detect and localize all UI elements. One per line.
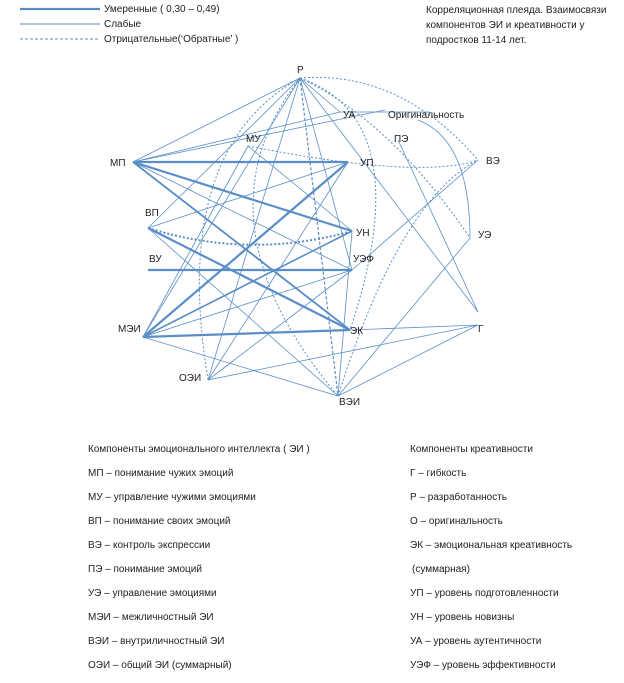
ei-item: ПЭ – понимание эмоций [88, 564, 202, 575]
creativity-item: О – оригинальность [410, 516, 503, 527]
legend-strong-label: Умеренные ( 0,30 – 0,49) [104, 4, 220, 15]
ei-item: УЭ – управление эмоциями [88, 588, 217, 599]
edge-negative [253, 78, 338, 396]
node-ek: ЭК [350, 326, 364, 337]
edge-strong [143, 330, 350, 337]
edge-negative [300, 78, 470, 238]
node-vu: ВУ [149, 254, 162, 265]
diagram-title: Корреляционная плеяда. Взаимосвязи компонентов ЭИ и креативности у подростков 11-14 лет. [426, 5, 607, 46]
edge-negative [300, 78, 376, 330]
creativity-item: (суммарная) [412, 564, 470, 575]
node-mei: МЭИ [118, 324, 141, 335]
edge-weak [208, 270, 352, 380]
node-mp: МП [110, 158, 126, 169]
node-pe: ПЭ [394, 134, 409, 145]
creativity-components-list [410, 443, 572, 683]
ei-components-heading: Компоненты эмоционального интеллекта ( ЭИ ) [88, 444, 310, 455]
node-r: Р [297, 65, 304, 76]
creativity-item: УЭФ – уровень эффективности [410, 660, 556, 671]
node-ve: ВЭ [486, 156, 500, 167]
edges [133, 77, 478, 396]
ei-components-list [88, 443, 310, 683]
edge-weak [143, 337, 338, 396]
node-g: Г [478, 324, 484, 335]
node-oei: ОЭИ [179, 373, 202, 384]
creativity-item: УП – уровень подготовленности [410, 588, 559, 599]
node-up: УП [360, 158, 374, 169]
ei-item: МЭИ – межличностный ЭИ [88, 612, 214, 623]
edge-weak [248, 146, 352, 231]
creativity-components-heading: Компоненты креативности [410, 444, 533, 455]
legend-negative-label: Отрицательные(‘Обратные’ ) [104, 34, 239, 45]
node-originality: Оригинальность [388, 110, 465, 121]
ei-item: ОЭИ – общий ЭИ (суммарный) [88, 660, 232, 671]
ei-item: МУ – управление чужими эмоциями [88, 492, 256, 503]
edge-weak [133, 162, 352, 270]
creativity-item: ЭК – эмоциональная креативность [410, 540, 573, 551]
edge-weak [300, 78, 340, 112]
node-uef: УЭФ [353, 254, 374, 265]
edge-weak [398, 140, 478, 312]
creativity-item: УН – уровень новизны [410, 612, 515, 623]
node-un: УН [356, 228, 370, 239]
ei-item: ВП – понимание своих эмоций [88, 516, 231, 527]
ei-item: ВЭ – контроль экспрессии [88, 540, 211, 551]
ei-item: ВЭИ – внутриличностный ЭИ [88, 636, 225, 647]
node-ua: УА [343, 110, 356, 121]
legend-weak-label: Слабые [104, 19, 142, 30]
node-vp: ВП [145, 208, 159, 219]
creativity-item: Р – разработанность [410, 492, 508, 503]
node-mu: МУ [246, 134, 261, 145]
ei-item: МП – понимание чужих эмоций [88, 468, 234, 479]
creativity-item: Г – гибкость [410, 468, 467, 479]
creativity-item: УА – уровень аутентичности [410, 636, 542, 647]
legend [20, 4, 238, 45]
node-vei: ВЭИ [339, 397, 361, 408]
nodes [110, 65, 500, 408]
edge-negative [300, 78, 338, 396]
edge-weak [418, 120, 470, 238]
node-ue: УЭ [478, 230, 492, 241]
edge-weak [148, 162, 348, 228]
edge-weak [338, 231, 352, 396]
